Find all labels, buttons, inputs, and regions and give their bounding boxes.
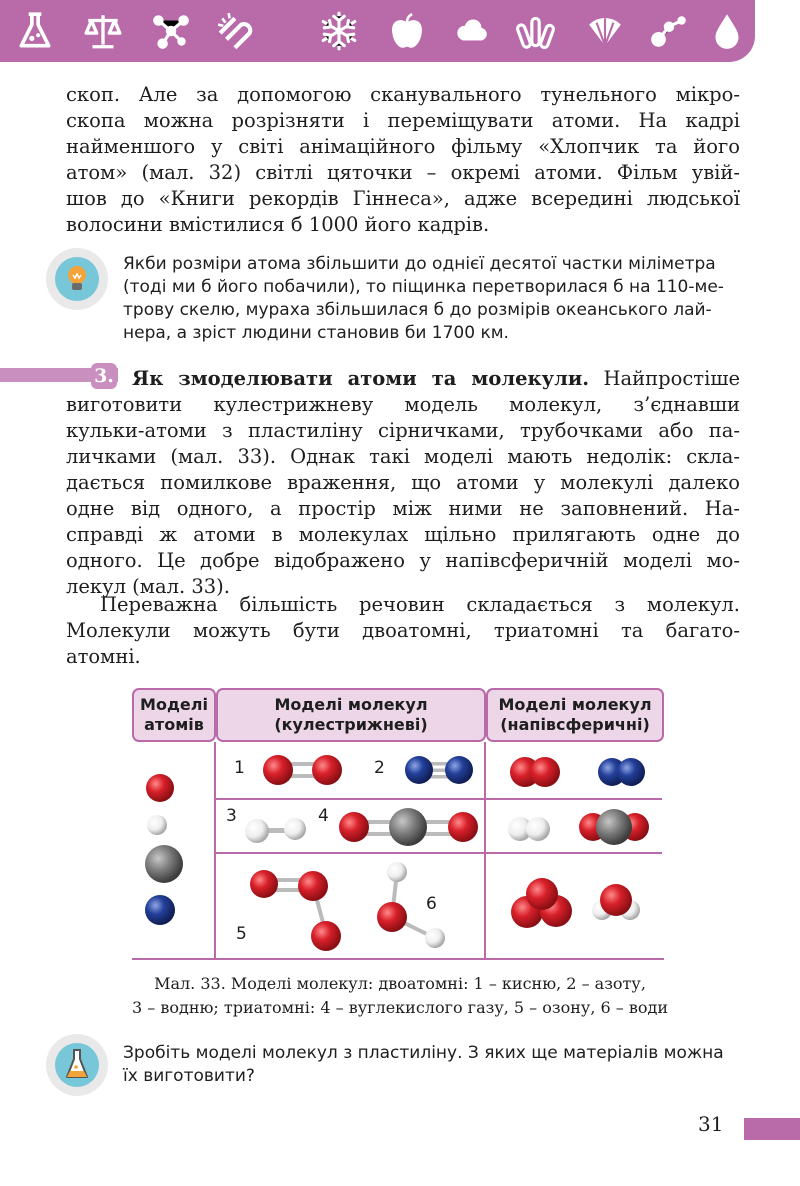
text-line: личками (мал. 33). Однак такі моделі мають недолік: скла- xyxy=(66,445,740,468)
snowflake-icon xyxy=(318,10,360,52)
fact-note xyxy=(123,253,743,345)
page-number-bar xyxy=(744,1118,800,1140)
molecule-drawings xyxy=(132,688,664,960)
header-text: Моделі молекул xyxy=(498,695,652,714)
text-line: Найпростіше xyxy=(589,367,740,390)
text-line: Молекули можуть бути двоатомні, триатомні та багато- xyxy=(66,619,740,642)
carbon-dioxide-ball-stick xyxy=(339,808,478,846)
hydrogen-molecule-space-filling xyxy=(508,817,550,841)
test-tubes-icon xyxy=(514,10,556,52)
section-paragraph-2 xyxy=(66,592,740,670)
text-line: одного. Це добре відображено у напівсферичній моделі мо- xyxy=(66,549,740,572)
text-line: Переважна більшість речовин складається з молекул. xyxy=(100,593,740,616)
oxygen-molecule-space-filling xyxy=(510,757,560,787)
intro-paragraph xyxy=(66,82,740,238)
label-4: 4 xyxy=(318,806,329,826)
label-2: 2 xyxy=(374,758,385,778)
text-line: найменшого у світі анімаційного фільму «Хлопчик та його xyxy=(66,135,740,158)
section-title: Як змоделювати атоми та молекули. xyxy=(132,367,590,390)
text-line: Зробіть моделі молекул з пластиліну. З яких ще матеріалів можна xyxy=(123,1043,724,1063)
text-line: (тоді ми б його побачили), то піщинка перетворилася б на 110-ме- xyxy=(123,277,724,297)
carbon-atom xyxy=(145,845,183,883)
text-line: атом» (мал. 32) світлі цяточки – окремі атоми. Фільм увій- xyxy=(66,161,740,184)
task-badge xyxy=(46,1034,108,1096)
lightbulb-badge xyxy=(46,248,108,310)
hydrogen-atom xyxy=(147,815,167,835)
water-molecule-ball-stick xyxy=(377,862,445,948)
text-line: виготовити кулестрижневу модель молекул, з’єднавши xyxy=(66,393,740,416)
shell-icon xyxy=(584,10,626,52)
nitrogen-molecule-ball-stick xyxy=(405,756,473,784)
nitrogen-atom xyxy=(145,895,175,925)
page-number: 31 xyxy=(698,1112,724,1136)
oxygen-molecule-ball-stick xyxy=(263,755,342,785)
text-line: скоп. Але за допомогою сканувального тунельного мікро- xyxy=(66,83,740,106)
lightbulb-icon xyxy=(63,262,91,296)
figure-molecule-models xyxy=(132,688,664,960)
magnet-icon xyxy=(216,10,258,52)
ozone-molecule-ball-stick xyxy=(250,870,341,951)
text-line: одне від одного, а простір між ними не заповнений. На- xyxy=(66,497,740,520)
header-bar xyxy=(0,0,755,62)
drop-icon xyxy=(706,10,748,52)
label-3: 3 xyxy=(226,806,237,826)
header-text: атомів xyxy=(144,715,204,734)
carbon-dioxide-space-filling xyxy=(579,809,649,845)
water-space-filling xyxy=(592,884,640,920)
text-line: дається помилкове враження, що атоми у молекулі далеко xyxy=(66,471,740,494)
header-text: Моделі молекул xyxy=(274,695,428,714)
header-text: Моделі xyxy=(140,695,208,714)
text-line: Якби розміри атома збільшити до однієї десятої частки міліметра xyxy=(123,254,716,274)
label-1: 1 xyxy=(234,758,245,778)
cloud-icon xyxy=(450,10,492,52)
header-text: (напівсферичні) xyxy=(500,715,650,734)
label-6: 6 xyxy=(426,894,437,914)
text-line: атомні. xyxy=(66,645,141,668)
text-line: нера, а зріст людини становив би 1700 км. xyxy=(123,323,509,343)
task-note xyxy=(123,1042,743,1088)
molecule-icon xyxy=(150,10,192,52)
text-line: справді ж атоми в молекулах щільно прилягають одне до xyxy=(66,523,740,546)
molecule-small-icon xyxy=(648,10,690,52)
label-5: 5 xyxy=(236,924,247,944)
text-line: скопа можна розрізняти і переміщувати атоми. На кадрі xyxy=(66,109,740,132)
oxygen-atom xyxy=(146,774,174,802)
text-line: шов до «Книги рекордів Гіннеса», адже всередині людської xyxy=(66,187,740,210)
caption-line: Мал. 33. Моделі молекул: двоатомні: 1 – кисню, 2 – азоту, xyxy=(154,974,646,993)
scales-icon xyxy=(82,10,124,52)
text-line: їх виготовити? xyxy=(123,1066,255,1086)
flask-icon xyxy=(14,10,56,52)
ozone-space-filling xyxy=(511,878,572,928)
figure-caption xyxy=(40,972,760,1020)
text-line: трову скелю, мураха збільшилася б до розмірів океанського лай- xyxy=(123,300,712,320)
section-number: 3. xyxy=(91,363,117,389)
caption-line: 3 – водню; триатомні: 4 – вуглекислого газу, 5 – озону, 6 – води xyxy=(131,998,669,1017)
section-first-line xyxy=(66,366,740,392)
text-line: кульки-атоми з пластиліну сірничками, трубочками або па- xyxy=(66,419,740,442)
nitrogen-molecule-space-filling xyxy=(598,758,645,786)
text-line: волосини вмістилися б 1000 його кадрів. xyxy=(66,213,490,236)
text-line: лекул (мал. 33). xyxy=(66,575,230,598)
apple-icon xyxy=(386,10,428,52)
header-text: (кулестрижневі) xyxy=(274,715,428,734)
flask-task-icon xyxy=(64,1047,90,1083)
hydrogen-molecule-ball-stick xyxy=(245,818,306,843)
section-paragraph xyxy=(66,366,740,600)
